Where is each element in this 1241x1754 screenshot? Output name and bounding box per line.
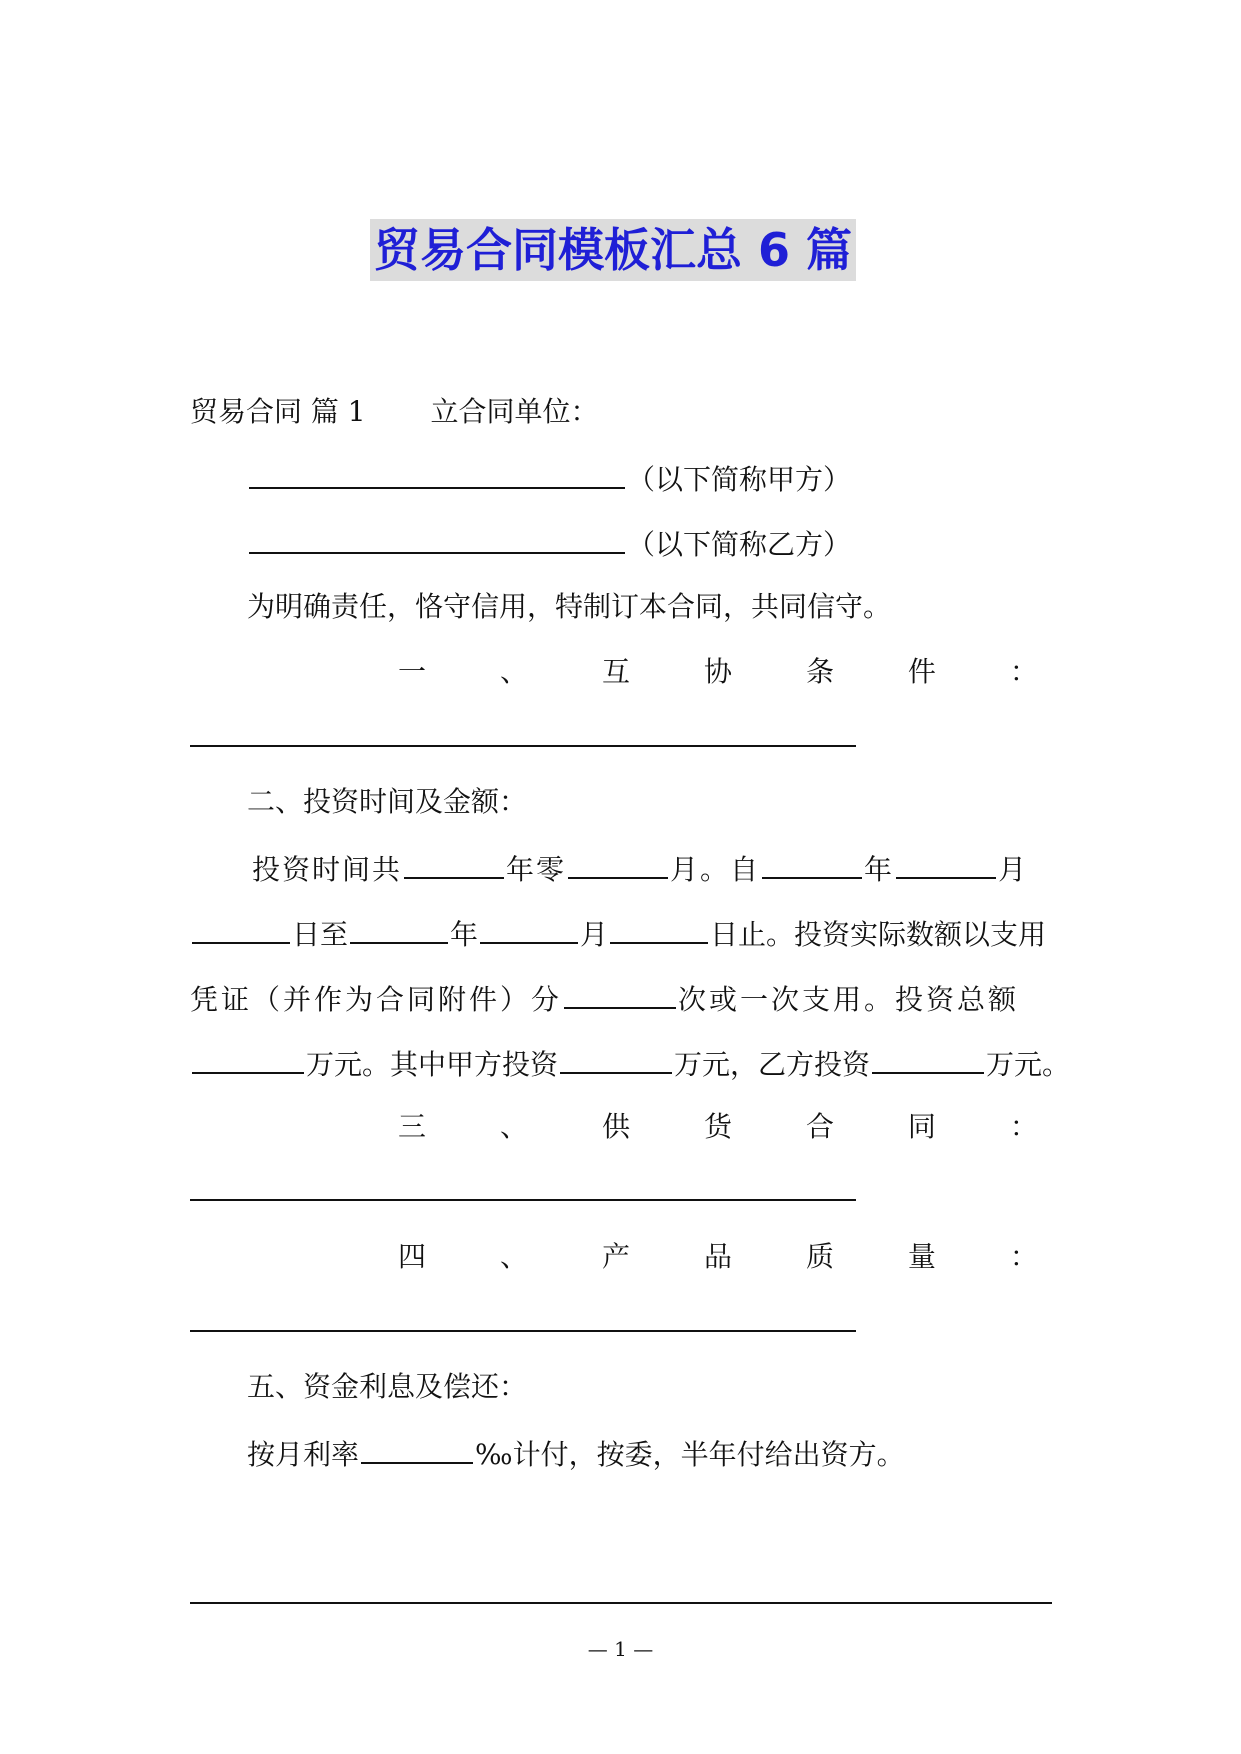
text: 次或一次支用。投资总额 [678,983,1020,1016]
section-3-char: ： [1009,1110,1038,1143]
section-1-blank[interactable] [190,745,856,747]
section-4-char: 四 [398,1240,427,1273]
document-title: 贸易合同模板汇总 6 篇 [370,219,856,281]
start-year-blank[interactable] [762,847,862,879]
section-4-char: 、 [499,1240,528,1273]
text: 年 [450,918,479,951]
section-4-char: 产 [601,1240,630,1273]
text: 年 [864,853,895,886]
section-3-char: 同 [907,1110,936,1143]
installments-blank[interactable] [564,977,676,1009]
text: 年零 [506,853,567,886]
section-1-char: ： [1009,655,1038,688]
section-2-line-3 [190,977,1019,1020]
section-3-char: 、 [499,1110,528,1143]
section-2-line-2 [190,912,1046,955]
section-4-char: 品 [703,1240,732,1273]
text: 按月利率 [247,1438,360,1471]
section-3-char: 合 [805,1110,834,1143]
end-month-blank[interactable] [480,912,578,944]
section-3-heading [398,1107,1038,1147]
start-day-blank[interactable] [192,912,290,944]
end-day-blank[interactable] [610,912,708,944]
party-b-line [247,522,851,565]
interest-rate-blank[interactable] [361,1432,473,1464]
text: ‰计付，按委，半年付给出资方。 [475,1438,905,1471]
party-a-blank[interactable] [249,457,625,489]
party-b-blank[interactable] [249,522,625,554]
party-b-investment-blank[interactable] [872,1042,984,1074]
party-a-line [247,457,851,500]
section-1-char: 条 [805,655,834,688]
text: 月 [998,853,1029,886]
section-1-char: 、 [499,655,528,688]
section-3-char: 货 [703,1110,732,1143]
start-month-blank[interactable] [896,847,996,879]
section-5-line [247,1432,905,1475]
header-line [190,392,599,432]
months-blank[interactable] [568,847,668,879]
text: 万元。其中甲方投资 [306,1048,559,1081]
section-2-heading: 二、投资时间及金额： [247,785,528,818]
section-1-char: 一 [398,655,427,688]
section-3-blank[interactable] [190,1199,856,1201]
section-1-char: 件 [907,655,936,688]
text: 投资时间共 [252,853,403,886]
section-1-char: 协 [703,655,732,688]
section-1-heading [398,652,1038,692]
party-label: 立合同单位： [430,395,599,428]
article-label: 贸易合同 篇 1 [190,395,366,428]
text: 万元。 [986,1048,1071,1081]
text: 月。自 [670,853,761,886]
section-4-blank[interactable] [190,1330,856,1332]
section-1-char: 互 [601,655,630,688]
party-a-note: （以下简称甲方） [627,463,852,496]
preamble: 为明确责任，恪守信用，特制订本合同，共同信守。 [247,590,892,623]
party-b-note: （以下简称乙方） [627,528,852,561]
text: 日至 [292,918,349,951]
section-4-char: ： [1009,1240,1038,1273]
text: 日止。投资实际数额以支用 [710,918,1047,951]
end-year-blank[interactable] [350,912,448,944]
section-4-char: 量 [907,1240,936,1273]
text: 凭证（并作为合同附件）分 [190,983,563,1016]
section-5-heading: 五、资金利息及偿还： [247,1370,528,1403]
section-2-line-1 [252,847,1028,890]
section-2-line-4 [190,1042,1070,1085]
section-4-char: 质 [805,1240,834,1273]
party-a-investment-blank[interactable] [560,1042,672,1074]
footer-rule [190,1602,1052,1604]
total-investment-blank[interactable] [192,1042,304,1074]
section-4-heading [398,1237,1038,1277]
section-3-char: 供 [601,1110,630,1143]
text: 月 [580,918,609,951]
text: 万元，乙方投资 [674,1048,871,1081]
section-3-char: 三 [398,1110,427,1143]
page-number: — 1 — [587,1637,654,1661]
years-blank[interactable] [404,847,504,879]
